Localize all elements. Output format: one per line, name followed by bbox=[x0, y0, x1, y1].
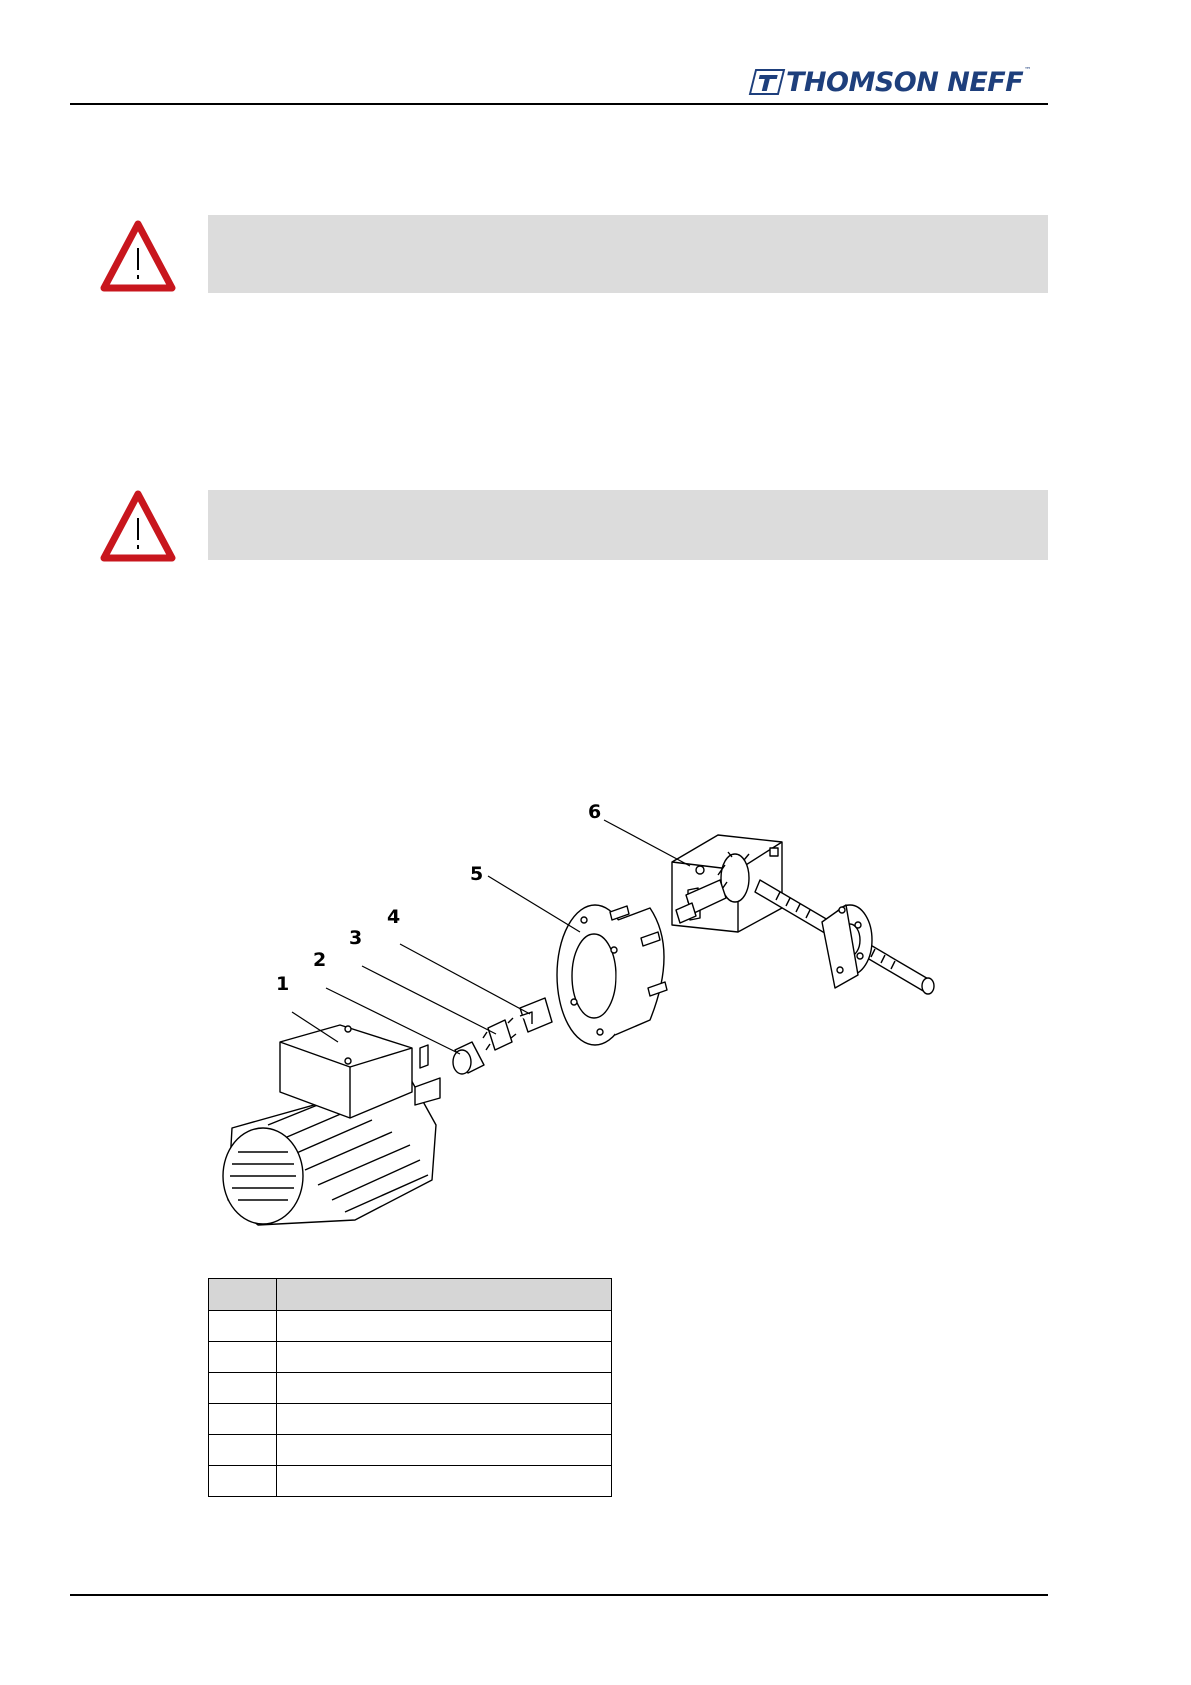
thomson-neff-logo bbox=[752, 66, 1031, 98]
warning-box bbox=[208, 215, 1048, 293]
coupling-hub bbox=[453, 1042, 484, 1074]
table-cell bbox=[277, 1404, 612, 1435]
callout-3: 3 bbox=[349, 927, 363, 949]
table-header-cell bbox=[277, 1279, 612, 1311]
table-row bbox=[209, 1373, 612, 1404]
coupling-half bbox=[520, 998, 552, 1032]
table-cell bbox=[209, 1404, 277, 1435]
motor bbox=[223, 1025, 440, 1225]
coupling-spider bbox=[483, 1018, 516, 1050]
warning-box bbox=[208, 490, 1048, 560]
motor-flange bbox=[557, 905, 667, 1045]
table-cell bbox=[209, 1466, 277, 1497]
table-row bbox=[209, 1342, 612, 1373]
callout-6: 6 bbox=[588, 801, 602, 823]
callout-4: 4 bbox=[387, 906, 401, 928]
callout-1: 1 bbox=[276, 973, 290, 995]
table-cell bbox=[209, 1311, 277, 1342]
brand-name: THOMSON NEFF bbox=[786, 66, 1024, 98]
table-cell bbox=[209, 1342, 277, 1373]
thomson-logo-icon bbox=[749, 69, 785, 95]
header-rule bbox=[70, 103, 1048, 105]
table-header-row bbox=[209, 1279, 612, 1311]
table-header-cell bbox=[209, 1279, 277, 1311]
screw-jack-gearbox bbox=[672, 835, 934, 994]
callout-2: 2 bbox=[313, 949, 327, 971]
exploded-assembly-diagram bbox=[0, 780, 1191, 1250]
table-row bbox=[209, 1435, 612, 1466]
table-cell bbox=[277, 1342, 612, 1373]
warning-triangle-icon bbox=[100, 220, 176, 292]
table-cell bbox=[277, 1435, 612, 1466]
parts-table bbox=[208, 1278, 612, 1497]
table-row bbox=[209, 1466, 612, 1497]
trademark-symbol: ™ bbox=[1024, 66, 1032, 74]
warning-triangle-icon bbox=[100, 490, 176, 562]
table-cell bbox=[277, 1373, 612, 1404]
table-row bbox=[209, 1404, 612, 1435]
table-cell bbox=[277, 1311, 612, 1342]
callout-5: 5 bbox=[470, 863, 484, 885]
table-cell bbox=[209, 1373, 277, 1404]
table-row bbox=[209, 1311, 612, 1342]
table-cell bbox=[209, 1435, 277, 1466]
table-cell bbox=[277, 1466, 612, 1497]
footer-rule bbox=[70, 1594, 1048, 1596]
